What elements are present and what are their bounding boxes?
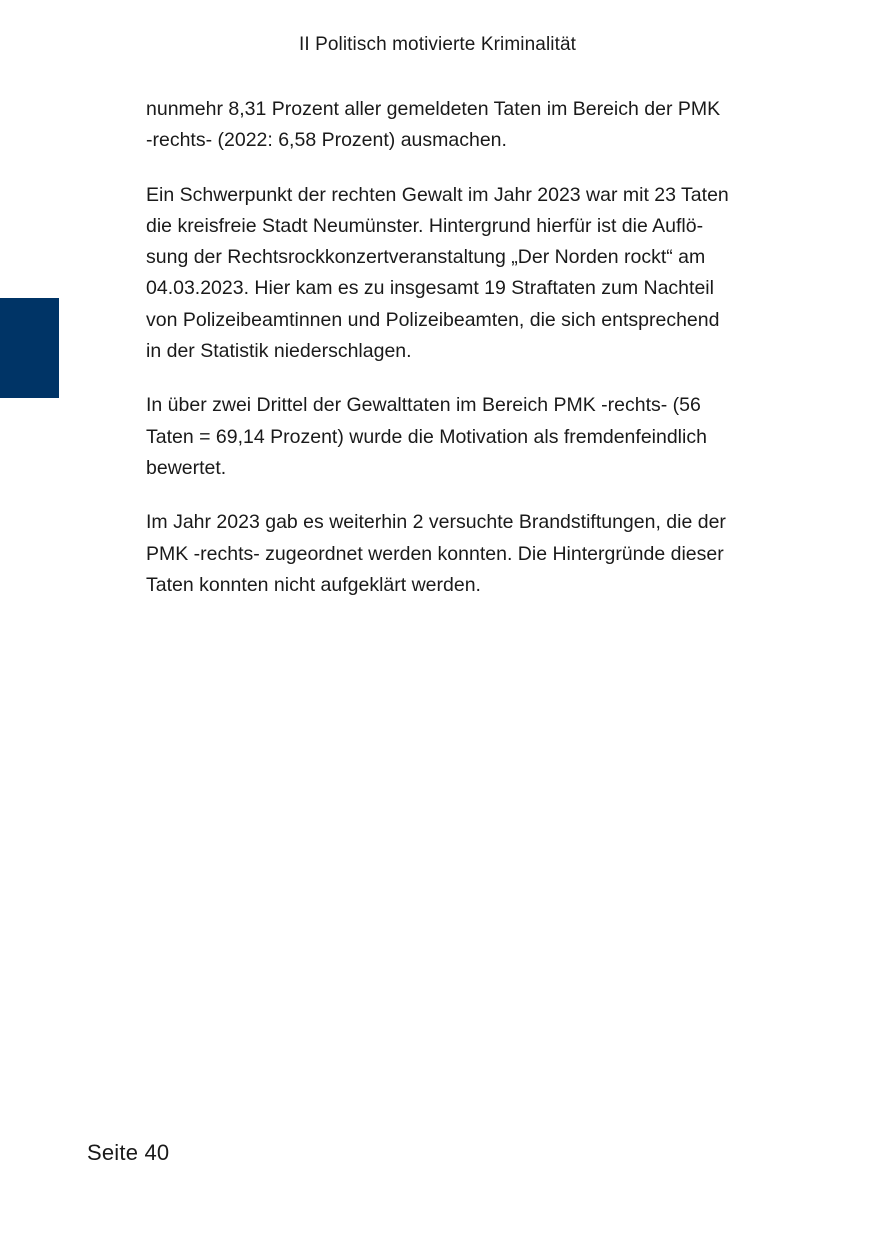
paragraph-3 — [146, 390, 786, 484]
text-line: die kreisfreie Stadt Neumünster. Hintergrund hierfür ist die Auflö- — [146, 214, 704, 237]
paragraph-2 — [146, 180, 786, 368]
body-text — [146, 94, 786, 624]
page-number: Seite 40 — [87, 1140, 170, 1165]
text-line: In über zwei Drittel der Gewalttaten im Bereich PMK -rechts- (56 — [146, 394, 701, 417]
chapter-marker-tab — [0, 298, 59, 398]
text-line: -rechts- (2022: 6,58 Prozent) ausmachen. — [146, 129, 507, 152]
text-line: in der Statistik niederschlagen. — [146, 340, 412, 363]
running-header: II Politisch motivierte Kriminalität — [298, 34, 577, 55]
text-line: Taten = 69,14 Prozent) wurde die Motivation als fremdenfeindlich — [146, 425, 707, 448]
paragraph-4 — [146, 507, 786, 601]
text-line: PMK -rechts- zugeordnet werden konnten. Die Hintergründe dieser — [146, 542, 724, 565]
text-line: Taten konnten nicht aufgeklärt werden. — [146, 573, 481, 596]
text-line: nunmehr 8,31 Prozent aller gemeldeten Taten im Bereich der PMK — [146, 98, 721, 120]
text-line: Ein Schwerpunkt der rechten Gewalt im Jahr 2023 war mit 23 Taten — [146, 183, 729, 206]
text-line: 04.03.2023. Hier kam es zu insgesamt 19 Straftaten zum Nachteil — [146, 277, 714, 300]
text-line: von Polizeibeamtinnen und Polizeibeamten, die sich entsprechend — [146, 308, 720, 331]
text-line: Im Jahr 2023 gab es weiterhin 2 versuchte Brandstiftungen, die der — [146, 511, 726, 534]
paragraph-1 — [146, 94, 786, 157]
text-line: bewertet. — [146, 456, 227, 479]
text-line: sung der Rechtsrockkonzertveranstaltung „Der Norden rockt“ am — [146, 246, 706, 269]
